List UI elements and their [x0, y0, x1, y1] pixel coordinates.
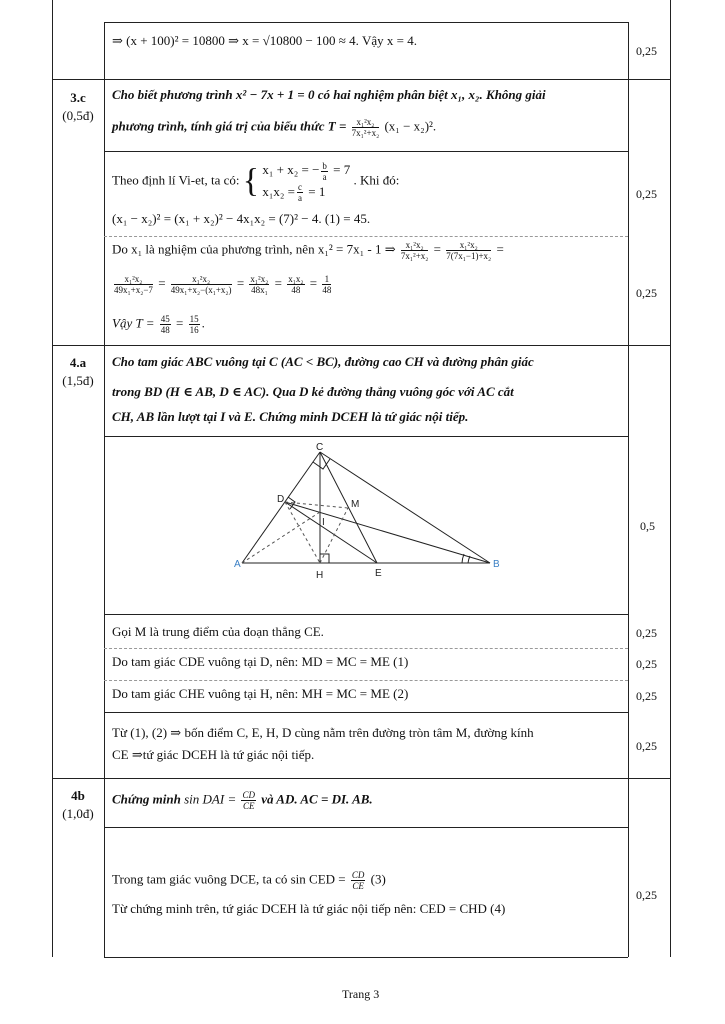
score: 0,25: [636, 689, 657, 703]
col-divider-1: [104, 22, 105, 957]
question-prompt: Cho biết phương trình x² − 7x + 1 = 0 có hai nghiệm phân biệt x₁, x₂. Không giải: [112, 87, 546, 102]
vieta-line: [112, 160, 399, 203]
solution-line: $\frac{\text{x₁²x₂}}{\text{49x₁+x₂−7}}$ = $\frac{\text{x₁²x₂}}{\text{49x₁+x₂−(x₁+x₂)}}$ = $\frac{\text{x₁²x₂}}{\text{48x₁}}$ = $\frac{\text{x₁x₂}}{48}$ = $\frac{1}{48}$: [114, 274, 332, 295]
label-B: B: [493, 559, 500, 570]
question-prompt: trong BD (H ∈ AB, D ∈ AC). Qua D kẻ đường thẳng vuông góc với AC cắt: [112, 384, 514, 399]
row-line: [52, 79, 670, 80]
score: 0,25: [636, 657, 657, 671]
row-line: [52, 345, 670, 346]
question-prompt-line2: [112, 117, 436, 138]
label-E: E: [375, 568, 382, 579]
proof-line: Gọi M là trung điểm của đoạn thẳng CE.: [112, 624, 324, 639]
vieta-result: (x₁ − x₂)² = (x₁ + x₂)² − 4x₁x₂ = (7)² − 4. (1) = 45.: [112, 211, 371, 226]
row-dash: [104, 648, 628, 649]
row-dash: [104, 236, 628, 237]
row-line: [104, 712, 628, 713]
label-C: C: [316, 442, 324, 453]
row-line: [52, 778, 670, 779]
label-A: A: [234, 559, 241, 570]
score: 0,25: [636, 888, 657, 902]
col-divider-2: [628, 22, 629, 957]
solution-line: Vậy T = $\frac{45}{48}$ = $\frac{15}{16}$ .: [112, 314, 205, 335]
prompt-text: (x₁ − x₂)².: [384, 118, 437, 134]
fraction: $\frac{\text{x₁²x₂}}{\text{7x₁²+x₂}}$: [351, 117, 380, 138]
proof-line: Do tam giác CHE vuông tại H, nên: MH = MC = ME (2): [112, 686, 409, 701]
row-dash: [104, 680, 628, 681]
table-right-border: [670, 0, 671, 957]
row-line: [104, 22, 628, 23]
row-line: [104, 614, 628, 615]
proof-line: Trong tam giác vuông DCE, ta có sin CED = $\frac{CD}{CE}$ (3): [112, 870, 386, 891]
question-prompt: Chứng minh sin DAI = $\frac{CD}{CE}$ và AD. AC = DI. AB.: [112, 790, 373, 811]
label-I: I: [322, 517, 325, 528]
row-line: [104, 436, 628, 437]
question-id: 4.a: [69, 355, 87, 370]
vieta-after: . Khi đó:: [353, 172, 400, 188]
question-points: (1,0đ): [62, 806, 94, 821]
label-D: D: [277, 494, 285, 505]
vieta-intro: Theo định lí Vi-et, ta có:: [112, 172, 240, 188]
brace: {: [242, 162, 260, 200]
score: 0,25: [636, 286, 657, 300]
segment-DE: [285, 502, 377, 563]
question-prompt: CH, AB lần lượt tại I và E. Chứng minh DCEH là tứ giác nội tiếp.: [112, 409, 469, 424]
question-prompt: Cho tam giác ABC vuông tại C (AC < BC), đường cao CH và đường phân giác: [112, 354, 534, 369]
score: 0,25: [636, 739, 657, 753]
solution-line: Do x₁ là nghiệm của phương trình, nên x₁² = 7x₁ - 1 ⇒ $\frac{\text{x₁²x₂}}{\text{7x₁²+x₂}}$ = $\frac{\text{x₁²x₂}}{\text{7(7x₁−1)+x₂}}$ =: [112, 240, 504, 261]
proof-line: CE ⇒tứ giác DCEH là tứ giác nội tiếp.: [112, 747, 315, 762]
question-id: 4b: [71, 788, 85, 803]
prompt-text: phương trình, tính giá trị của biểu thức T =: [112, 118, 347, 134]
score: 0,5: [640, 519, 655, 533]
label-H: H: [316, 570, 324, 581]
right-angle-H: [320, 554, 329, 563]
segment-AC: [242, 452, 320, 563]
row-line: [104, 827, 628, 828]
vieta-system: x₁ + x₂ = − $\frac{b}{a}$ = 7 x₁x₂ = $\frac{c}{a}$ = 1: [262, 160, 351, 204]
segment-AI: [242, 512, 320, 563]
segment-DB: [285, 502, 490, 563]
score: 0,25: [636, 44, 657, 58]
geometry-figure: [230, 442, 510, 582]
score: 0,25: [636, 187, 657, 201]
question-id: 3.c: [70, 90, 86, 105]
question-points: (0,5đ): [62, 108, 94, 123]
answer-line: ⇒ (x + 100)² = 10800 ⇒ x = √10800 − 100 ≈ 4. Vậy x = 4.: [112, 33, 417, 48]
score: 0,25: [636, 626, 657, 640]
page-number: Trang 3: [342, 987, 380, 1001]
proof-line: Do tam giác CDE vuông tại D, nên: MD = MC = ME (1): [112, 654, 409, 669]
proof-line: Từ chứng minh trên, tứ giác DCEH là tứ giác nội tiếp nên: CED = CHD (4): [112, 901, 506, 916]
question-points: (1,5đ): [62, 373, 94, 388]
row-line: [104, 957, 628, 958]
label-M: M: [351, 499, 360, 510]
row-line: [104, 151, 628, 152]
proof-line: Từ (1), (2) ⇒ bốn điểm C, E, H, D cùng nằm trên đường tròn tâm M, đường kính: [112, 725, 534, 740]
